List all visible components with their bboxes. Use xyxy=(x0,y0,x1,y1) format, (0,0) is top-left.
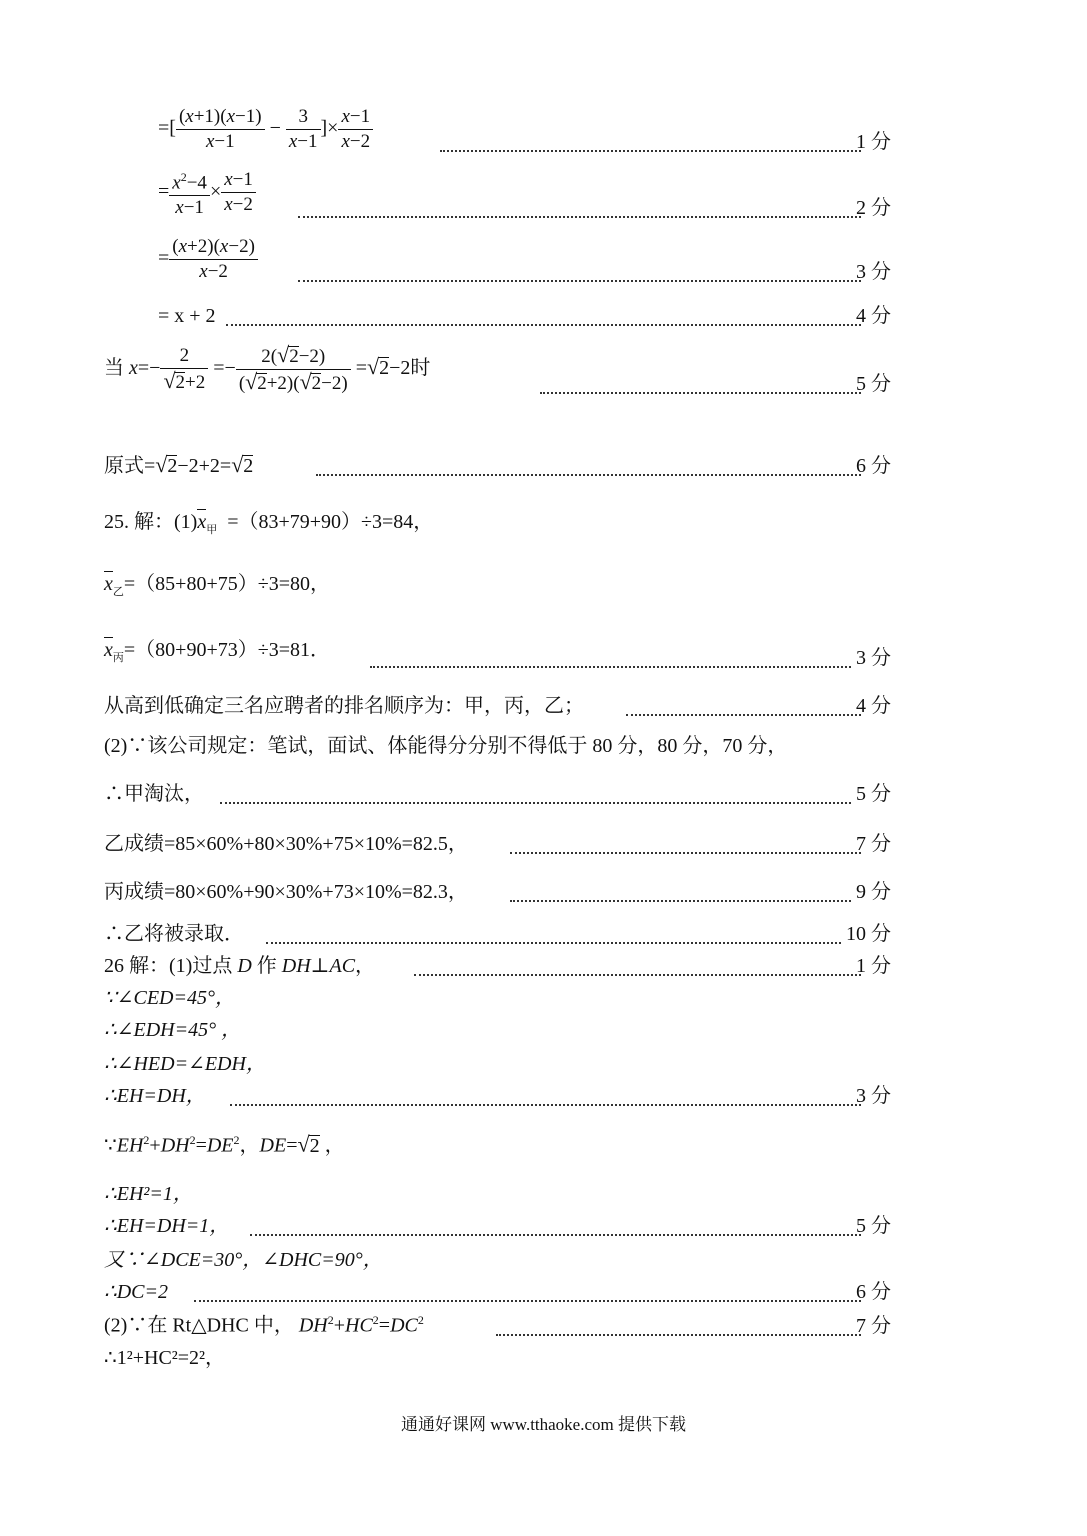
leader-dots xyxy=(316,474,861,476)
leader-dots xyxy=(540,392,861,394)
score-label: 6 分 xyxy=(856,1281,891,1303)
leader-dots xyxy=(250,1234,861,1236)
q25-line-8 xyxy=(0,870,1087,910)
score-label: 9 分 xyxy=(856,881,891,903)
q25-line-1 xyxy=(0,508,1087,548)
formula-step-5: 当 x=− $\frac{2}{√2+2}$ =− $\frac{2(√2-2)}{(√2+2)(√2-2)}$ =√2−2时 xyxy=(104,342,431,394)
score-label: 6 分 xyxy=(856,455,891,477)
score-label: 5 分 xyxy=(856,1215,891,1237)
q26-line-12 xyxy=(0,1336,1087,1376)
step-prefix: 原式= xyxy=(104,455,156,477)
leader-dots xyxy=(626,714,861,716)
score-label: 2 分 xyxy=(856,197,891,219)
score-label: 10 分 xyxy=(846,923,891,945)
formula-step-2: = $\frac{x^2-4}{x-1}$ × $\frac{x-1}{x-2}$ xyxy=(158,165,256,220)
q26-l7: ∴EH²=1， xyxy=(104,1183,193,1205)
leader-dots xyxy=(194,1300,861,1302)
q26-l11: (2)∵在 Rt△DHC 中， $DH^2+HC^2=DC^2$ xyxy=(104,1313,424,1337)
step-line-1 xyxy=(0,106,1087,160)
step-suffix: 时 xyxy=(410,357,431,380)
yi-score-text: 乙成绩=85×60%+80×30%+75×10%=82.5， xyxy=(104,833,468,855)
leader-dots xyxy=(510,852,861,854)
result-text: ∴乙将被录取． xyxy=(104,923,244,945)
formula-step-1: =[ $\frac{(x+1)(x-1)}{x-1}$ − $\frac{3}{x-1}$ ]× $\frac{x-1}{x-2}$ xyxy=(158,105,373,154)
score-label: 7 分 xyxy=(856,1315,891,1337)
q25-line-3 xyxy=(0,636,1087,676)
leader-dots xyxy=(220,802,851,804)
step-line-2 xyxy=(0,168,1087,226)
step-line-6 xyxy=(0,444,1087,484)
mean-yi-text: =（85+80+75）÷3=80， xyxy=(123,573,330,595)
rank-text: 从高到低确定三名应聘者的排名顺序为：甲，丙，乙； xyxy=(104,695,584,717)
q25-line-4 xyxy=(0,684,1087,724)
sub-jia: 甲 xyxy=(206,524,218,536)
q26-intro: 26 解：(1)过点 xyxy=(104,955,238,977)
leader-dots xyxy=(440,150,861,152)
leader-dots xyxy=(298,216,861,218)
step-line-3 xyxy=(0,236,1087,290)
leader-dots xyxy=(510,900,851,902)
score-label: 3 分 xyxy=(856,647,891,669)
q26-l9: 又∵∠DCE=30°，∠DHC=90°， xyxy=(104,1249,383,1271)
q26-l5: ∴EH=DH， xyxy=(104,1085,206,1107)
score-label: 7 分 xyxy=(856,833,891,855)
score-label: 5 分 xyxy=(856,783,891,805)
step-prefix: 当 xyxy=(104,357,124,380)
q26-line-5 xyxy=(0,1074,1087,1114)
q26-l10: ∴DC=2 xyxy=(104,1281,169,1303)
q25-mean-yi: $x_乙=(85+80+75)\div 3=80$， xyxy=(104,573,330,598)
score-label: 3 分 xyxy=(856,1085,891,1107)
q26-l2: ∵∠CED=45°， xyxy=(104,987,235,1009)
jia-out-text: ∴甲淘汰， xyxy=(104,783,204,805)
formula-step-6: 原式=√2−2+2=√2 xyxy=(104,452,254,477)
score-label: 5 分 xyxy=(856,373,891,395)
q25-line-6 xyxy=(0,772,1087,812)
sub-yi: 乙 xyxy=(112,586,124,598)
mean-bing-text: =（80+90+73）÷3=81． xyxy=(123,639,330,661)
page-footer: 通通好课网 www.tthaoke.com 提供下载 xyxy=(400,1415,687,1434)
rule-text: (2)∵该公司规定：笔试，面试、体能得分分别不得低于 80 分，80 分，70 分， xyxy=(104,735,788,757)
sub-bing: 丙 xyxy=(112,652,124,664)
step-line-4 xyxy=(0,294,1087,334)
step-line-5 xyxy=(0,342,1087,402)
mean-jia-text: =（83+79+90）÷3=84， xyxy=(227,511,434,533)
q26-line-6 xyxy=(0,1124,1087,1164)
q26-l8: ∴EH=DH=1， xyxy=(104,1215,230,1237)
formula-step-3: = $\frac{(x+2)(x-2)}{x-2}$ xyxy=(158,235,258,284)
leader-dots xyxy=(226,324,861,326)
score-label: 1 分 xyxy=(856,131,891,153)
leader-dots xyxy=(230,1104,861,1106)
q25-line-5 xyxy=(0,724,1087,764)
leader-dots xyxy=(370,666,851,668)
q25-mean-jia: 25. 解：$(1)x_甲 =(83+79+90)\div 3=84$， xyxy=(104,511,434,536)
score-label: 4 分 xyxy=(856,305,891,327)
q26-l6: $\because EH^2+DH^2=DE^2$，DE=√2 ， xyxy=(104,1132,345,1157)
score-label: 4 分 xyxy=(856,695,891,717)
q26-l12: ∴1²+HC²=2²， xyxy=(104,1347,226,1369)
formula-step-4: = x + 2 xyxy=(158,305,216,327)
bing-score-text: 丙成绩=80×60%+90×30%+73×10%=82.3， xyxy=(104,881,468,903)
q26-l3: ∴∠EDH=45° ， xyxy=(104,1019,242,1041)
q26-intro-line: 26 解：(1)过点 D 作 DH⊥AC， xyxy=(104,955,376,977)
q25-line-7 xyxy=(0,822,1087,862)
leader-dots xyxy=(298,280,861,282)
score-label: 1 分 xyxy=(856,955,891,977)
q25-intro: 25. 解：(1) xyxy=(104,511,198,533)
q25-mean-bing: $x_丙=(80+90+73)\div 3=81$． xyxy=(104,639,330,664)
q26-l11-prefix: (2)∵在 Rt△DHC 中， xyxy=(104,1315,294,1337)
score-label: 3 分 xyxy=(856,261,891,283)
q26-l4: ∴∠HED=∠EDH， xyxy=(104,1053,266,1075)
q25-line-2 xyxy=(0,570,1087,610)
